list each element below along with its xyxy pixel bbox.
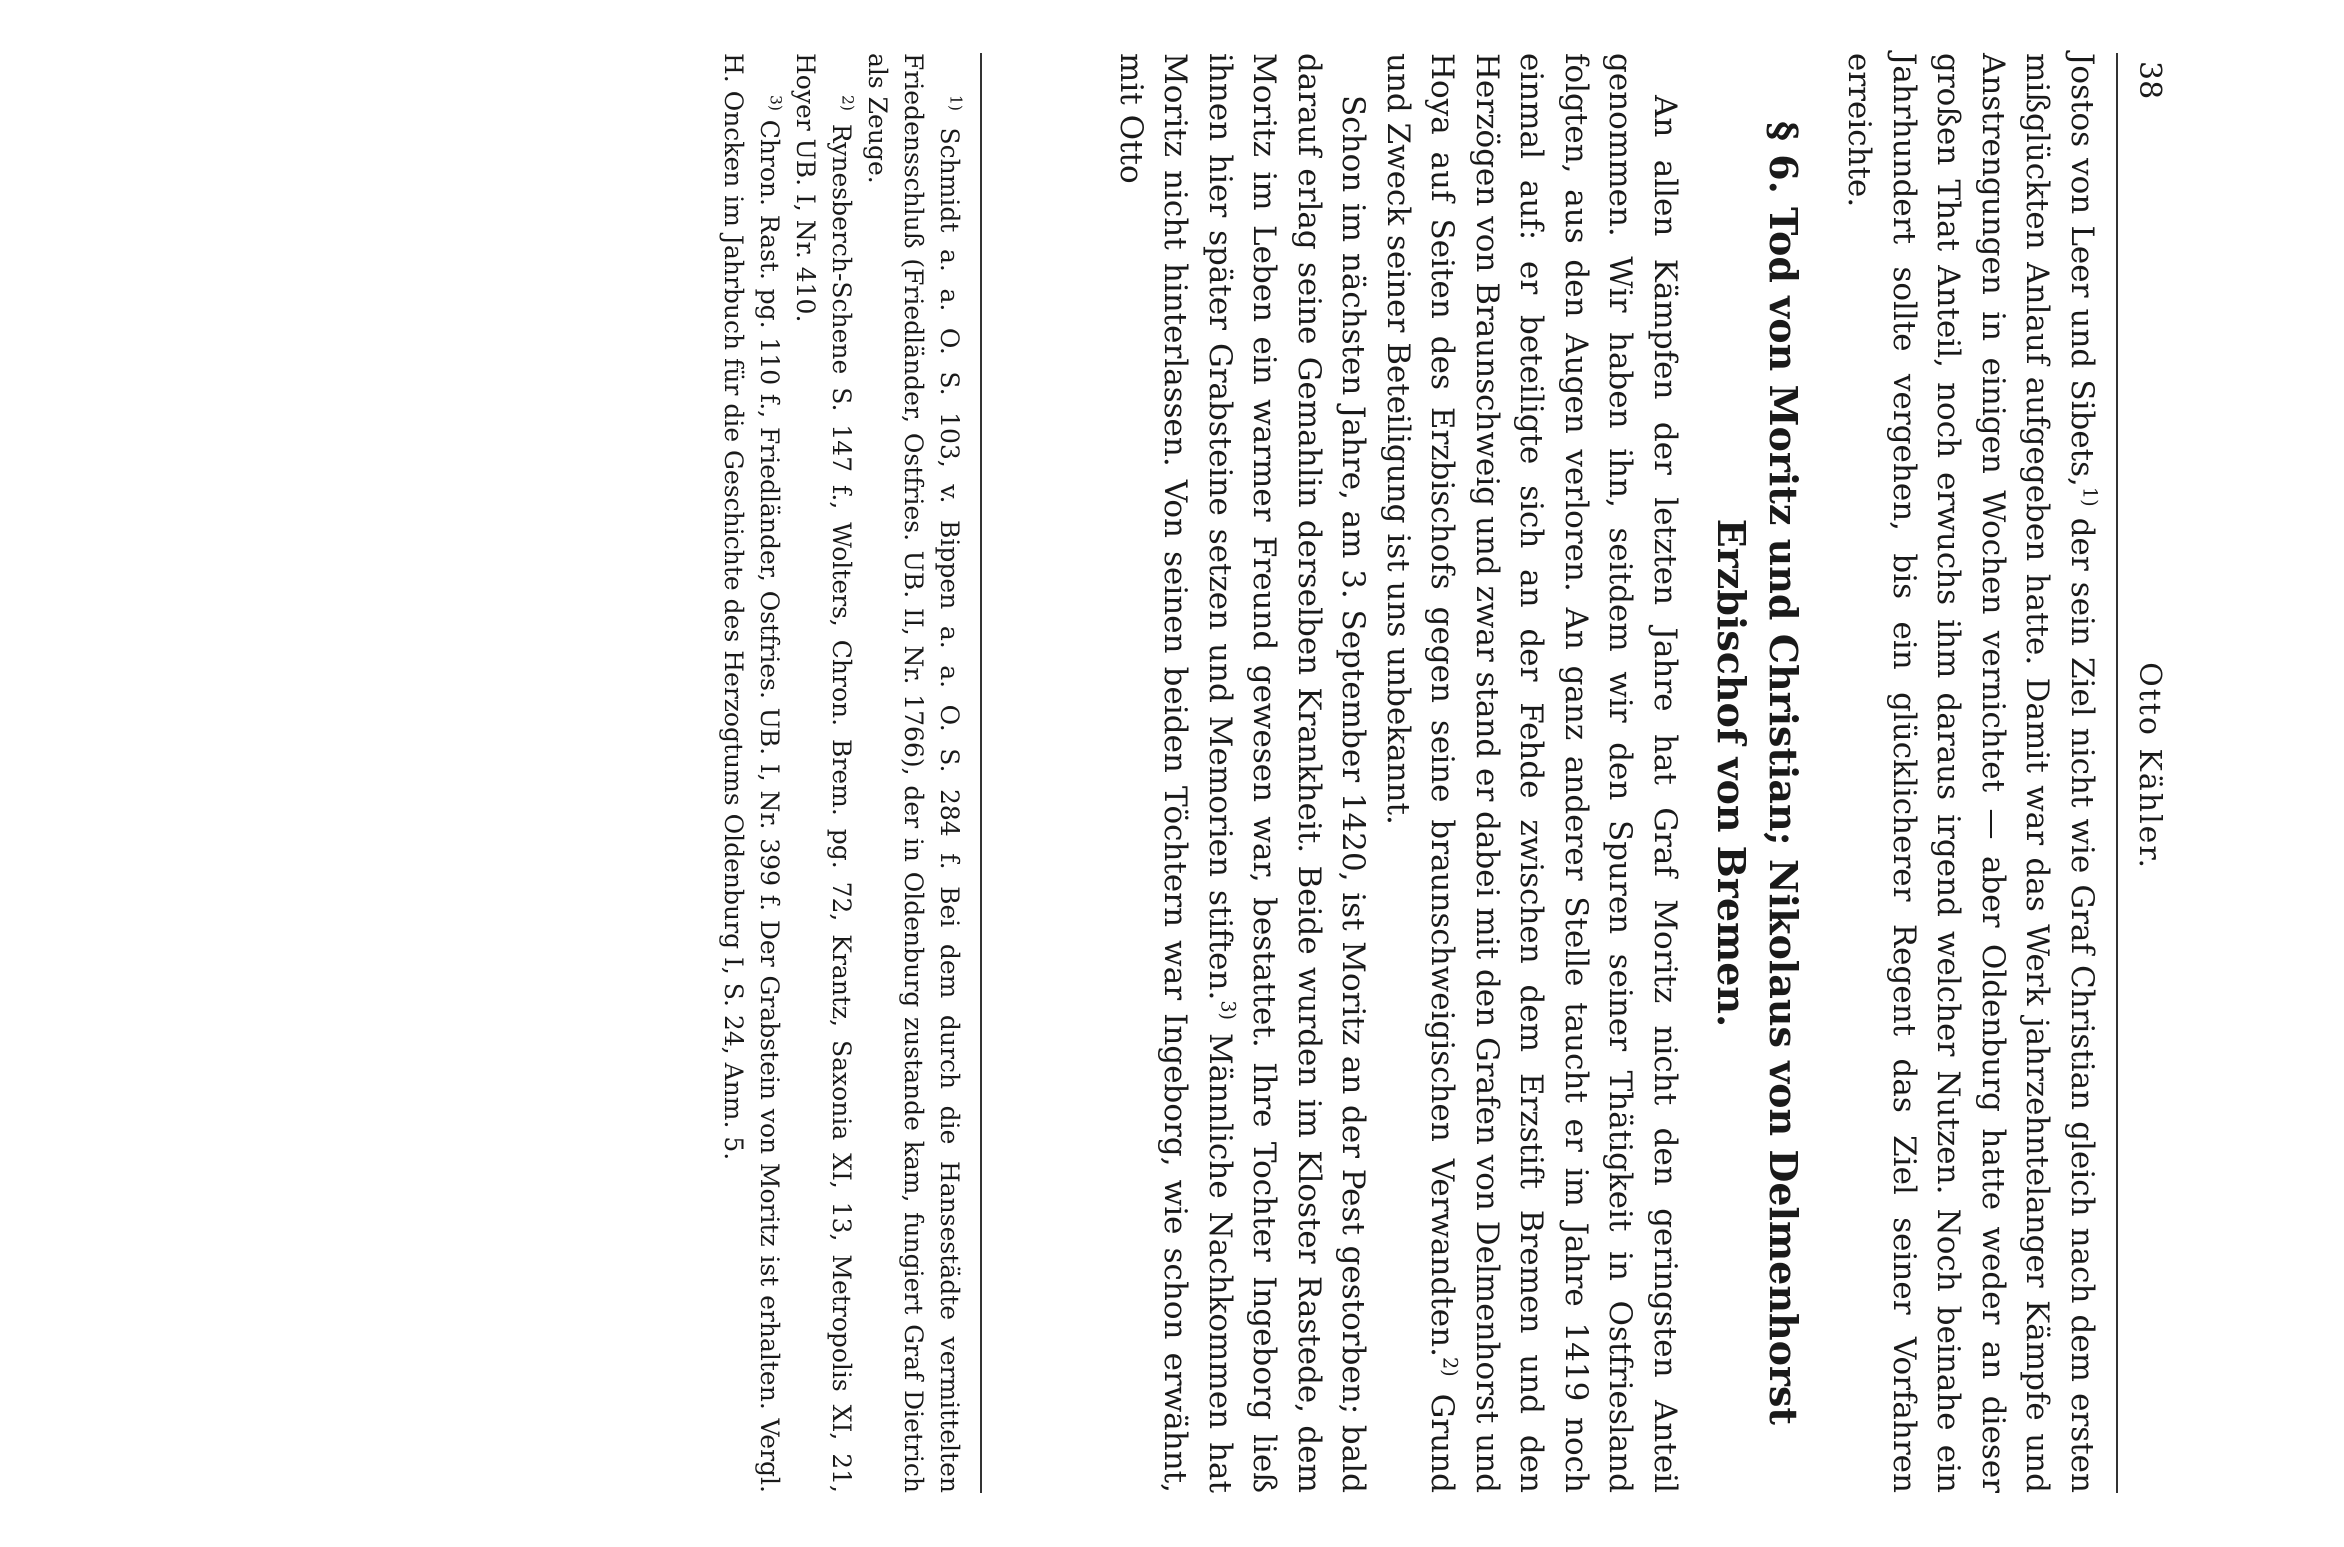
footnote-ref-3: 3) [1216,1000,1240,1021]
book-page [162,53,2182,1493]
footnote-2: $^{2)}$ Rynesberch-Schene S. 147 f., Wolters, Chron. Brem. pg. 72, Krantz, Saxonia XI, 13, Metropolis XI, 21, Hoyer UB. I, Nr. 410. [791,53,857,1493]
footnote-3: $^{3)}$ Chron. Rast. pg. 110 f., Friedländer, Ostfries. UB. I, Nr. 399 f. Der Grabstein von Moritz ist erhalten. Vergl. H. Oncken im Jahrbuch für die Geschichte des Herzogtums Oldenburg I, S. 24, Anm. 5. [719,53,785,1493]
footnote-ref-1: 1) [2078,486,2102,507]
footnote-ref-2: 2) [1438,1356,1462,1377]
paragraph-moritz-death: Schon im nächsten Jahre, am 3. September 1420, ist Moritz an der Pest gestorben; bald darauf erlag seine Gemahlin derselben Krankheit. Beide wurden im Kloster Rastede, dem Moritz im Leben ein warmer Freund gewesen war, bestattet. Ihre Tochter Ingeborg ließ ihnen hier später Grabsteine setzen und Memorien stiften.$^{3)}$ Männliche Nachkommen hat Moritz nicht hinterlassen. Von seinen beiden Töchtern war Ingeborg, wie schon erwähnt, mit Otto [1113,53,1372,1493]
section-heading: § 6. Tod von Moritz und Christian; Nikolaus von Delmenhorst Erzbischof von Bremen. [1709,121,1806,1425]
paragraph-continuation: Jostos von Leer und Sibets,$^{1)}$ der sein Ziel nicht wie Graf Christian gleich nach dem ersten mißglückten Anlauf aufgegeben hatte. Damit war das Werk jahrzehntelanger Kämpfe und Anstrengungen in einigen Wochen vernichtet — aber Oldenburg hatte weder an dieser großen That Anteil, noch erwuchs ihm daraus irgend welcher Nutzen. Noch beinahe ein Jahrhundert sollte vergehen, bis ein glücklicherer Regent das Ziel seiner Vorfahren erreichte. [1841,53,2102,1493]
footnote-rule [980,53,982,1493]
paragraph-moritz-fehde: An allen Kämpfen der letzten Jahre hat Graf Moritz nicht den geringsten Anteil genommen. Wir haben ihn, seitdem wir den Spuren seiner Thätigkeit in Ostfriesland folgten, aus den Augen verloren. An ganz anderer Stelle taucht er im Jahre 1419 noch einmal auf: er beteiligte sich an der Fehde zwischen dem Erzstift Bremen und den Herzögen von Braunschweig und zwar stand er dabei mit den Grafen von Delmenhorst und Hoya auf Seiten des Erzbischofs gegen seine braunschweigischen Verwandten.$^{2)}$ Grund und Zweck seiner Beteiligung ist uns unbekannt. [1380,53,1683,1494]
page-number: 38 [2132,61,2168,100]
body-text [1109,53,2105,1493]
footnote-1: $^{1)}$ Schmidt a. a. O. S. 103, v. Bippen a. a. O. S. 284 f. Bei dem durch die Hansestädte vermittelten Friedensschluß (Friedländer, Ostfries. UB. II, Nr. 1766), der in Oldenburg zustande kam, fungiert Graf Dietrich als Zeuge. [863,53,965,1493]
running-head [2116,53,2182,1493]
running-head-author: Otto Kähler. [2132,662,2168,871]
footnotes [715,53,967,1493]
